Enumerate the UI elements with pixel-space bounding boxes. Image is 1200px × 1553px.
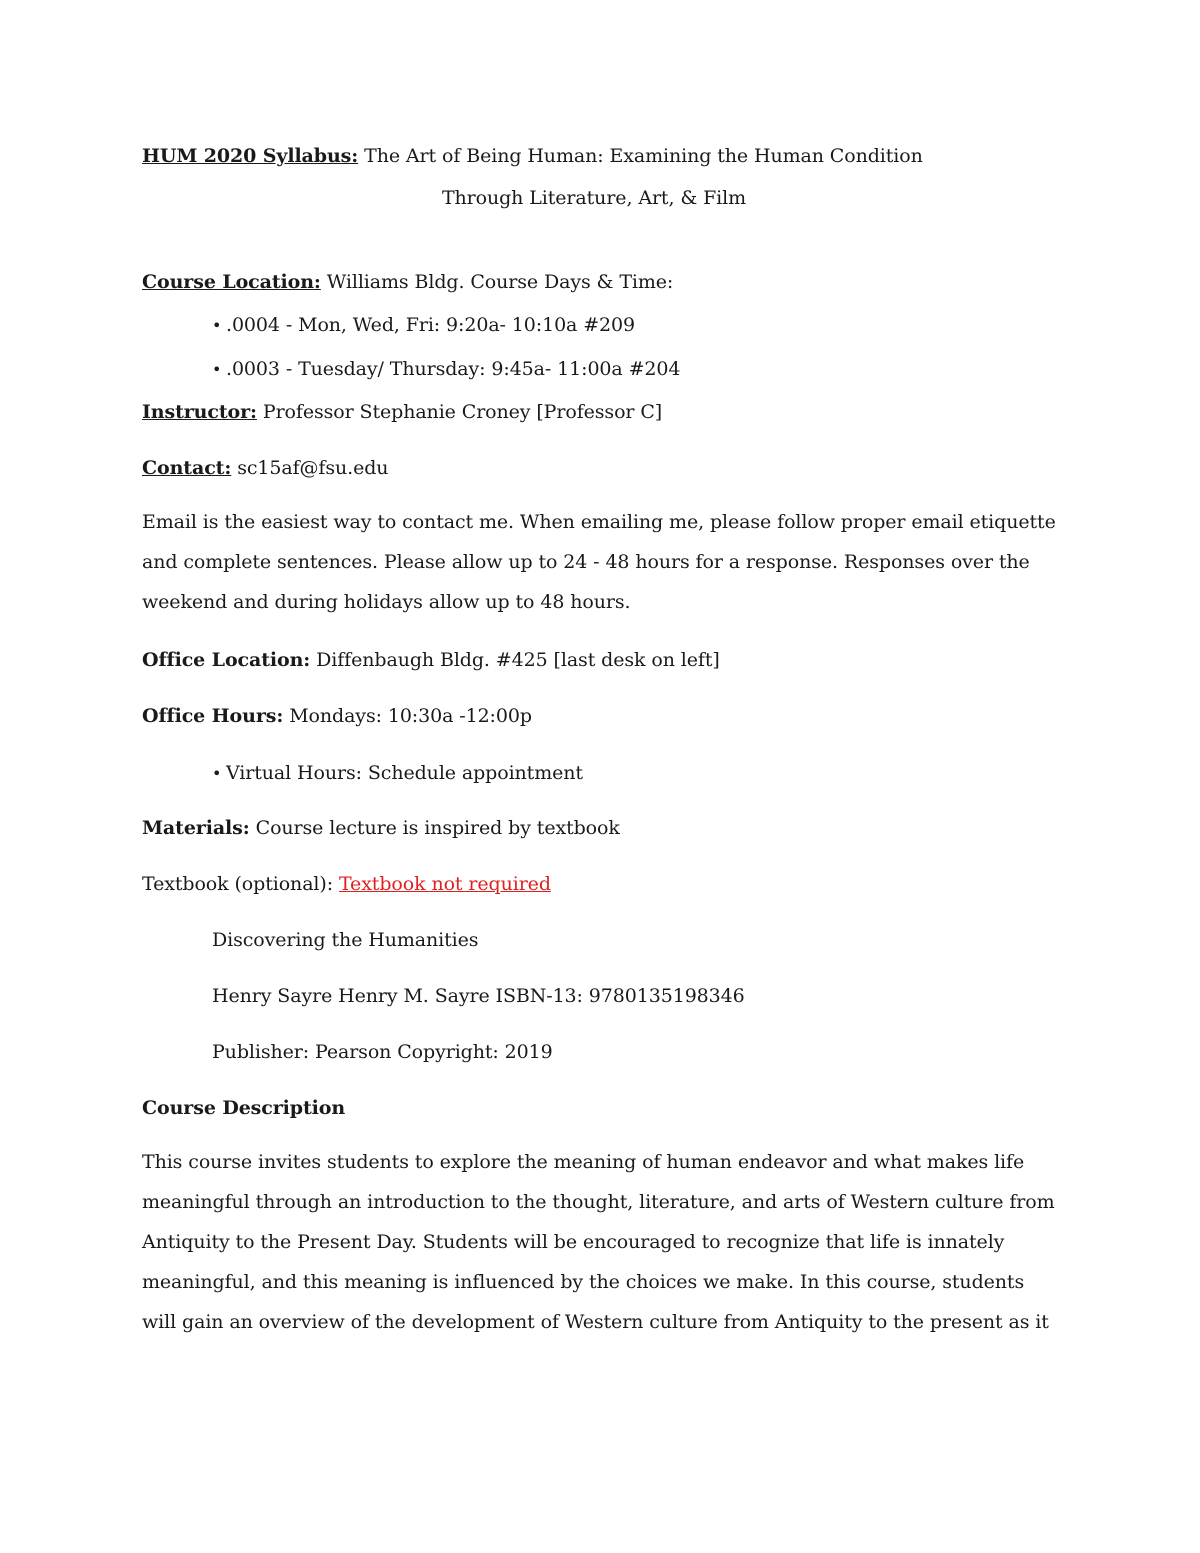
- course-location-label: Course Location:: [142, 271, 321, 293]
- course-location-value: Williams Bldg. Course Days & Time:: [320, 271, 674, 293]
- paragraph-line: meaningful, and this meaning is influenced by the choices we make. In this course, students: [142, 1271, 1025, 1293]
- instructor-value: Professor Stephanie Croney [Professor C]: [256, 401, 663, 423]
- paragraph-line: will gain an overview of the development of Western culture from Antiquity to the present as it: [142, 1311, 1049, 1333]
- office-hours-value: Mondays: 10:30a -12:00p: [283, 705, 532, 727]
- bullet-icon: •: [212, 316, 222, 335]
- materials-label: Materials:: [142, 817, 250, 839]
- list-item: [212, 313, 635, 338]
- contact-label: Contact:: [142, 457, 232, 479]
- list-item: [212, 357, 680, 382]
- course-location-row: [142, 270, 673, 294]
- office-location-label: Office Location:: [142, 649, 311, 671]
- office-hours-label: Office Hours:: [142, 705, 284, 727]
- section-time: .0003 - Tuesday/ Thursday: 9:45a- 11:00a #204: [226, 358, 681, 380]
- textbook-not-required-link[interactable]: Textbook not required: [338, 873, 551, 895]
- document-subtitle: Through Literature, Art, & Film: [441, 187, 747, 209]
- bullet-icon: •: [212, 764, 222, 783]
- bullet-icon: •: [212, 360, 222, 379]
- paragraph-line: Antiquity to the Present Day. Students will be encouraged to recognize that life is innately: [142, 1231, 1005, 1253]
- materials-value: Course lecture is inspired by textbook: [249, 817, 620, 839]
- course-title: The Art of Being Human: Examining the Human Condition: [358, 145, 923, 167]
- textbook-title: Discovering the Humanities: [212, 929, 479, 951]
- contact-email: sc15af@fsu.edu: [231, 457, 389, 479]
- contact-row: [142, 456, 388, 480]
- virtual-hours: Virtual Hours: Schedule appointment: [226, 762, 583, 784]
- paragraph-line: Email is the easiest way to contact me. When emailing me, please follow proper email etiquette: [142, 511, 1056, 533]
- course-description-paragraph: [142, 1142, 1072, 1342]
- textbook-row: [142, 872, 551, 896]
- paragraph-line: and complete sentences. Please allow up to 24 - 48 hours for a response. Responses over the: [142, 551, 1030, 573]
- document-title: [142, 144, 923, 168]
- list-item: [212, 761, 583, 786]
- instructor-row: [142, 400, 662, 424]
- email-note-paragraph: [142, 502, 1072, 622]
- materials-row: [142, 816, 620, 840]
- section-time: .0004 - Mon, Wed, Fri: 9:20a- 10:10a #209: [226, 314, 636, 336]
- textbook-label: Textbook (optional):: [142, 873, 339, 895]
- course-code-label: HUM 2020 Syllabus:: [142, 145, 359, 167]
- paragraph-line: meaningful through an introduction to the thought, literature, and arts of Western culture from: [142, 1191, 1055, 1213]
- paragraph-line: This course invites students to explore the meaning of human endeavor and what makes life: [142, 1151, 1025, 1173]
- office-location-row: [142, 648, 720, 672]
- office-location-value: Diffenbaugh Bldg. #425 [last desk on left]: [310, 649, 720, 671]
- textbook-author-isbn: Henry Sayre Henry M. Sayre ISBN-13: 9780135198346: [212, 985, 745, 1007]
- instructor-label: Instructor:: [142, 401, 257, 423]
- office-hours-row: [142, 704, 532, 728]
- paragraph-line: weekend and during holidays allow up to 48 hours.: [142, 591, 631, 613]
- textbook-publisher: Publisher: Pearson Copyright: 2019: [212, 1041, 553, 1063]
- course-description-heading: Course Description: [142, 1097, 346, 1119]
